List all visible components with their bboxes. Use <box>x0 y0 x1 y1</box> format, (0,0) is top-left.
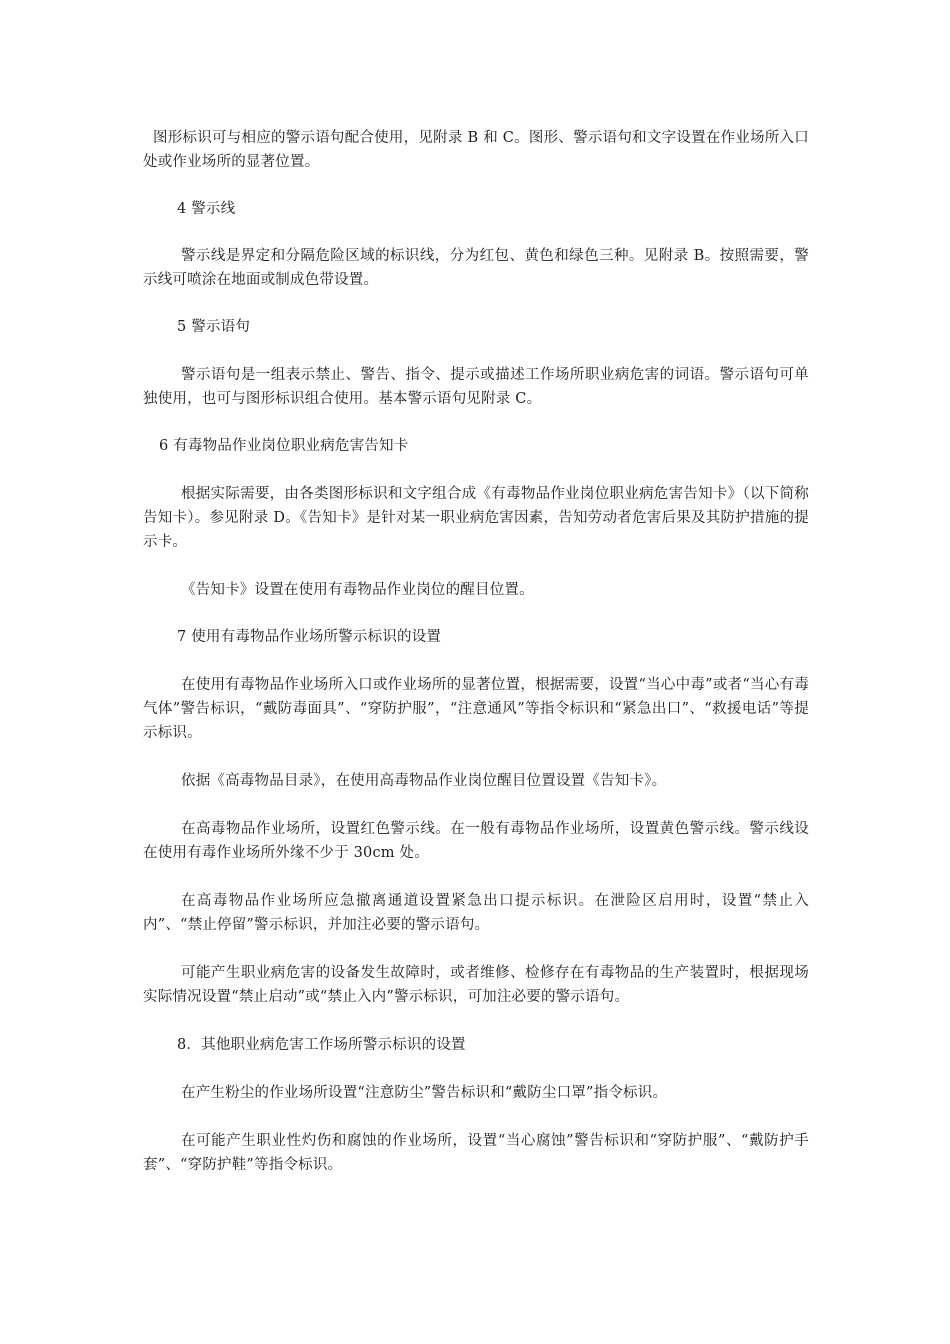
paragraph-emergency-exit: 在高毒物品作业场所应急撤离通道设置紧急出口提示标识。在泄险区启用时，设置“禁止入内”、“禁止停留”警示标识，并加注必要的警示语句。 <box>143 893 809 933</box>
paragraph-toxic-entrance: 在使用有毒物品作业场所入口或作业场所的显著位置，根据需要，设置“当心中毒”或者“当心有毒气体”警告标识，“戴防毒面具”、“穿防护服”，“注意通风”等指令标识和“紧急出口”、“救援电话”等提示标识。 <box>143 677 809 741</box>
paragraph-intro: 图形标识可与相应的警示语句配合使用，见附录 B 和 C。图形、警示语句和文字设置在作业场所入口处或作业场所的显著位置。 <box>143 130 809 170</box>
paragraph-equipment-fault: 可能产生职业病危害的设备发生故障时，或者维修、检修存在有毒物品的生产装置时，根据现场实际情况设置“禁止启动”或“禁止入内”警示标识，可加注必要的警示语句。 <box>143 965 809 1005</box>
paragraph-notice-card-placement: 《告知卡》设置在使用有毒物品作业岗位的醒目位置。 <box>181 582 534 598</box>
paragraph-notice-card: 根据实际需要，由各类图形标识和文字组合成《有毒物品作业岗位职业病危害告知卡》（以下简称告知卡）。参见附录 D。《告知卡》是针对某一职业病危害因素，告知劳动者危害后果及其防护措施的提示卡。 <box>143 486 809 550</box>
section-heading-4: 4 警示线 <box>177 201 236 217</box>
section-heading-5: 5 警示语句 <box>177 319 251 335</box>
paragraph-corrosion: 在可能产生职业性灼伤和腐蚀的作业场所，设置“当心腐蚀”警告标识和“穿防护服”、“戴防护手套”、“穿防护鞋”等指令标识。 <box>143 1133 809 1173</box>
section-heading-6: 6 有毒物品作业岗位职业病危害告知卡 <box>159 438 409 454</box>
paragraph-high-toxic-list: 依据《高毒物品目录》，在使用高毒物品作业岗位醒目位置设置《告知卡》。 <box>181 773 667 789</box>
paragraph-dust: 在产生粉尘的作业场所设置“注意防尘”警告标识和“戴防尘口罩”指令标识。 <box>181 1085 668 1101</box>
paragraph-warning-line: 警示线是界定和分隔危险区域的标识线，分为红包、黄色和绿色三种。见附录 B。按照需要，警示线可喷涂在地面或制成色带设置。 <box>143 248 809 288</box>
section-heading-7: 7 使用有毒物品作业场所警示标识的设置 <box>177 629 442 645</box>
paragraph-warning-line-color: 在高毒物品作业场所，设置红色警示线。在一般有毒物品作业场所，设置黄色警示线。警示线设在使用有毒作业场所外缘不少于 30cm 处。 <box>143 821 809 861</box>
paragraph-warning-phrase: 警示语句是一组表示禁止、警告、指令、提示或描述工作场所职业病危害的词语。警示语句可单独使用，也可与图形标识组合使用。基本警示语句见附录 C。 <box>143 367 809 407</box>
section-heading-8: 8．其他职业病危害工作场所警示标识的设置 <box>177 1037 466 1053</box>
